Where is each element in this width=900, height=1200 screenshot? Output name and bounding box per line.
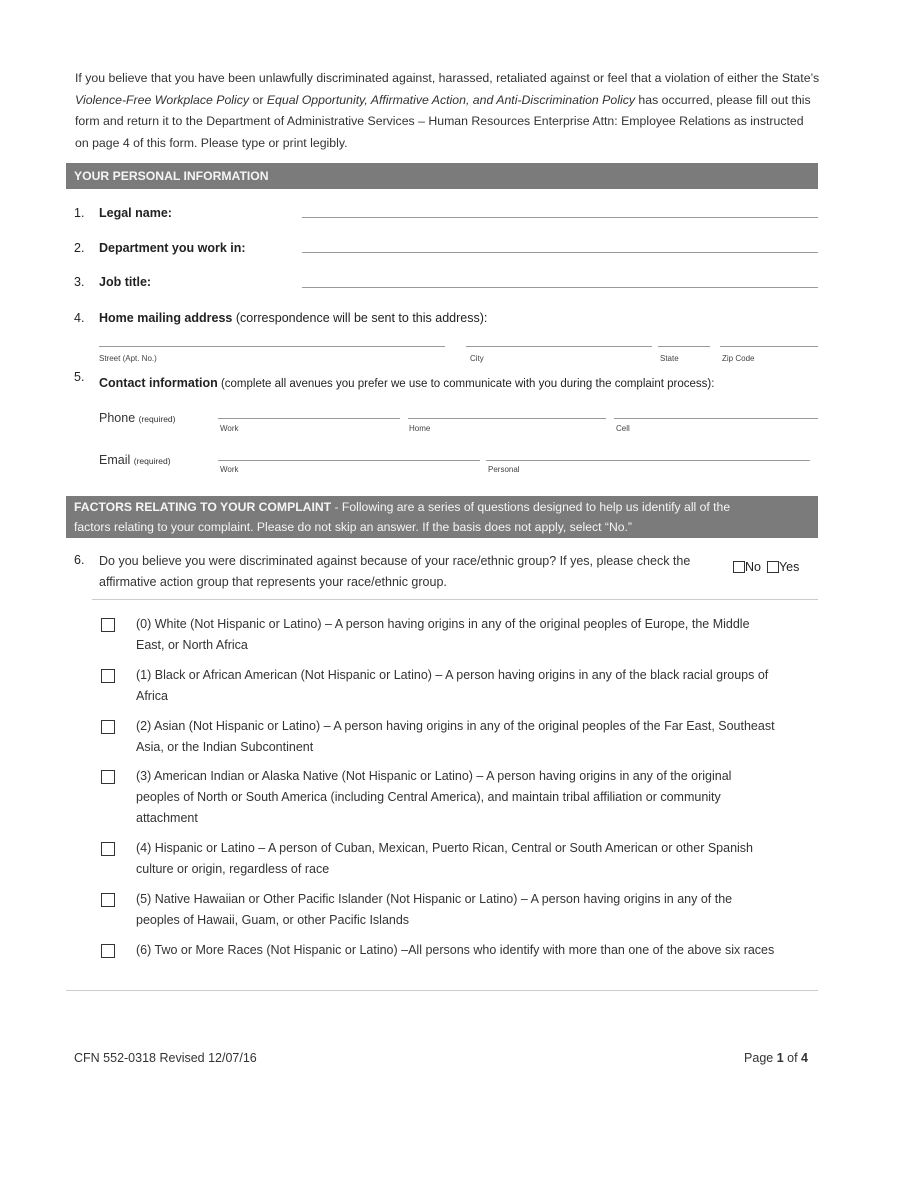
zip-field[interactable] [720,346,818,347]
section-complaint-factors-desc-1: - Following are a series of questions designed to help us identify all of the [331,500,731,514]
contact-info-label [99,376,714,390]
state-field[interactable] [658,346,710,347]
personal-email-field[interactable] [486,460,810,461]
department-field[interactable] [302,252,818,253]
intro-paragraph [75,68,820,154]
q4-number: 4. [74,311,85,325]
state-sublabel: State [660,354,679,363]
q6-divider [92,599,818,600]
q1-number: 1. [74,206,85,220]
work-email-sublabel: Work [220,465,239,474]
q6-question: Do you believe you were discriminated against because of your race/ethnic group? If yes, please check the affirmative action group that represents your race/ethnic group. [99,554,691,589]
zip-sublabel: Zip Code [722,354,755,363]
department-label-text: Department you work in: [99,241,246,255]
phone-required: (required) [138,414,176,424]
work-phone-field[interactable] [218,418,400,419]
race-two-or-more-label: (6) Two or More Races (Not Hispanic or Latino) –All persons who identify with more than one of the above six races [136,943,775,957]
contact-info-label-text: Contact information [99,376,218,390]
cell-phone-field[interactable] [614,418,818,419]
page-number: 1 [776,1051,784,1065]
legal-name-field[interactable] [302,217,818,218]
phone-label [99,411,176,425]
email-label-text: Email [99,453,131,467]
home-phone-sublabel: Home [409,424,431,433]
race-two-or-more-checkbox[interactable] [101,944,115,958]
race-asian-checkbox[interactable] [101,720,115,734]
intro-policy-2: Equal Opportunity, Affirmative Action, and Anti-Discrimination Policy [266,92,635,107]
race-hispanic-checkbox[interactable] [101,842,115,856]
page-indicator [744,1051,808,1065]
q6-yes-checkbox[interactable] [767,561,779,573]
intro-policy-1: Violence-Free Workplace Policy [75,92,250,107]
q6-yes-option[interactable] [767,560,799,574]
race-american-indian-checkbox[interactable] [101,770,115,784]
q2-number: 2. [74,241,85,255]
job-title-label-text: Job title: [99,275,152,289]
contact-info-note: (complete all avenues you prefer we use to communicate with you during the complaint process): [217,378,715,390]
legal-name-label [99,206,172,220]
section-complaint-factors-line1 [74,497,810,517]
q6-no-label: No [745,560,761,574]
form-id: CFN 552-0318 Revised 12/07/16 [74,1051,257,1065]
race-white-label: (0) White (Not Hispanic or Latino) – A person having origins in any of the original peoples of Europe, the Middle East, or North Africa [136,617,750,652]
department-label [99,241,246,255]
options-divider [66,990,818,991]
page-total: 4 [801,1051,808,1065]
q6-yes-label: Yes [778,560,800,574]
page-of: of [783,1051,802,1065]
q6-no-option[interactable] [733,560,761,574]
work-email-field[interactable] [218,460,480,461]
home-address-label-text: Home mailing address [99,311,233,325]
race-black-checkbox[interactable] [101,669,115,683]
city-field[interactable] [466,346,652,347]
job-title-field[interactable] [302,287,818,288]
intro-text-1: If you believe that you have been unlawfully discriminated against, harassed, retaliated against or feel that a violation of either the State’s [75,71,820,85]
section-complaint-factors-header [66,496,818,538]
q6-no-checkbox[interactable] [733,561,745,573]
q6-yes-no [733,560,805,574]
race-pacific-islander-checkbox[interactable] [101,893,115,907]
intro-text-3: has occurred, please fill out this form and return it to the Department of Administrative Services – Human Resources Enterprise Attn: Employee Relations as instructed on page 4 of this form. Please type or print legibly. [75,92,811,150]
intro-text-2: or [249,92,267,107]
job-title-label [99,275,151,289]
race-hispanic-label: (4) Hispanic or Latino – A person of Cuban, Mexican, Puerto Rican, Central or South American or other Spanish culture or origin, regardless of race [136,841,753,876]
race-black-label: (1) Black or African American (Not Hispanic or Latino) – A person having origins in any of the black racial groups of Africa [136,668,769,703]
email-required: (required) [133,456,171,466]
race-white-checkbox[interactable] [101,618,115,632]
home-phone-field[interactable] [408,418,606,419]
phone-label-text: Phone [99,411,136,425]
section-personal-info-header [66,163,818,189]
work-phone-sublabel: Work [220,424,239,433]
city-sublabel: City [470,354,484,363]
q5-number: 5. [74,370,85,384]
section-complaint-factors-desc-2: factors relating to your complaint. Please do not skip an answer. If the basis does not apply, select “No.” [74,520,632,534]
q3-number: 3. [74,275,85,289]
race-american-indian-label: (3) American Indian or Alaska Native (Not Hispanic or Latino) – A person having origins in any of the original peoples of North or South America (including Central America), and maintain tribal affiliation or community attachment [136,769,732,825]
street-field[interactable] [99,346,445,347]
home-address-label [99,311,487,325]
section-personal-info-title: YOUR PERSONAL INFORMATION [74,169,269,183]
section-complaint-factors-title: FACTORS RELATING TO YOUR COMPLAINT [74,500,332,514]
home-address-note: (correspondence will be sent to this address): [232,311,488,325]
personal-email-sublabel: Personal [488,465,520,474]
race-asian-label: (2) Asian (Not Hispanic or Latino) – A person having origins in any of the original peoples of the Far East, Southeast Asia, or the Indian Subcontinent [136,719,775,754]
q6-number: 6. [74,553,85,567]
email-label [99,453,171,467]
street-sublabel: Street (Apt. No.) [99,354,157,363]
page-word: Page [744,1051,777,1065]
race-pacific-islander-label: (5) Native Hawaiian or Other Pacific Islander (Not Hispanic or Latino) – A person having origins in any of the peoples of Hawaii, Guam, or other Pacific Islands [136,892,733,927]
legal-name-label-text: Legal name: [99,206,172,220]
cell-phone-sublabel: Cell [616,424,630,433]
